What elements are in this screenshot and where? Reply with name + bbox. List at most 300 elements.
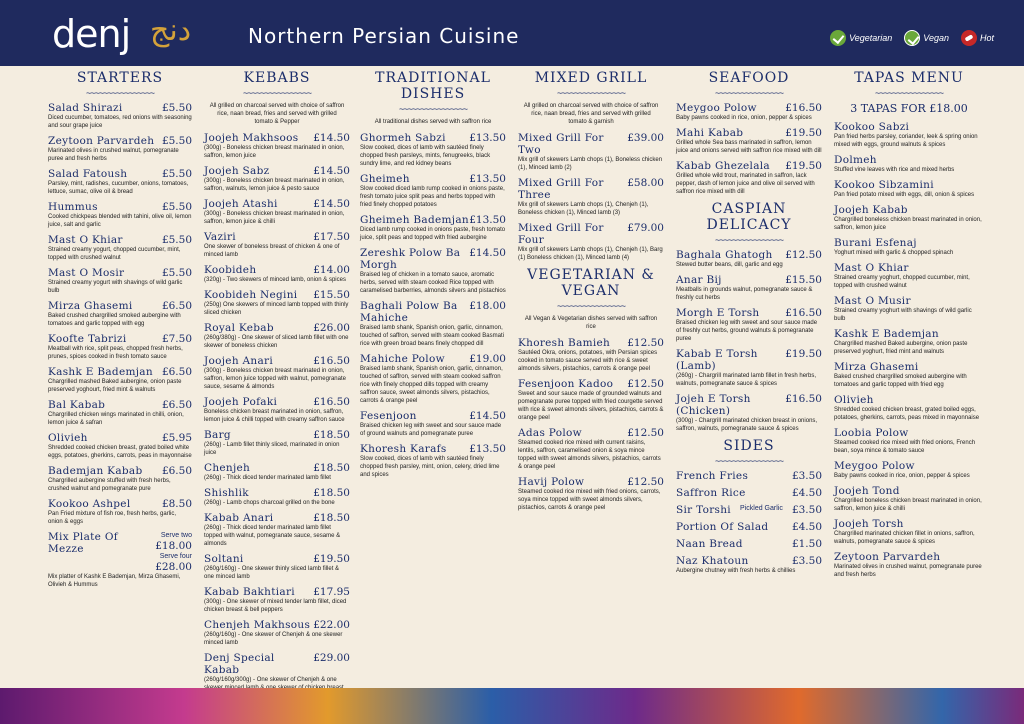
menu-item — [676, 521, 822, 533]
price-group — [313, 198, 350, 210]
item-header — [360, 443, 506, 455]
item-header — [676, 348, 822, 372]
menu-item — [676, 274, 822, 302]
item-name: Joojeh Pofaki — [204, 396, 278, 408]
item-header — [676, 274, 822, 286]
flourish-divider: ~~~~~~~~~~~~~~~~ — [398, 104, 468, 114]
price-group — [313, 619, 350, 631]
menu-item — [48, 432, 192, 460]
item-description: (260g) - Lamb chops charcoal grilled on the bone — [204, 500, 335, 506]
item-name: Baghali Polow Ba Mahiche — [360, 300, 458, 324]
item-name: Mirza Ghasemi — [834, 361, 919, 373]
price-group — [785, 307, 822, 319]
item-name: Mahi Kabab — [676, 127, 744, 139]
price-group — [162, 201, 192, 213]
menu-item — [518, 177, 664, 217]
item-description: (260g/160g/300g) - One skewer of Chenjeh & one — [204, 677, 337, 683]
flourish-divider: ~~~~~~~~~~~~~~~~ — [85, 88, 155, 98]
price-group — [313, 396, 350, 408]
menu-item — [48, 333, 192, 361]
item-price: £6.50 — [161, 399, 192, 411]
menu-item — [360, 214, 506, 242]
item-description: Mix platter of Kashk E Bademjan, Mirza Ghasemi, Olivieh & Hummus — [48, 574, 181, 588]
item-price: £12.50 — [627, 427, 664, 439]
item-description: Braised lamb shank, Spanish onion, garlic, cinnamon, touched of saffron, served with steam cooked saffron rice with finely chopped dills topped with creamy saffron sauce, sweet almonds silvers, pistachios, carrots & orange peel — [360, 366, 503, 404]
item-name: Bal Kabab — [48, 399, 106, 411]
item-description: Shredded cooked chicken breast, grated boiled white eggs, potatoes, gherkins, carrots, peas in mayonnaise — [48, 445, 192, 459]
traditional-column — [360, 70, 506, 682]
item-price: £4.50 — [791, 521, 822, 533]
price-group — [313, 289, 350, 301]
item-header — [676, 102, 822, 114]
item-description: Braised chicken leg with sweet and sour sauce made of ground walnuts and pomegranate puree — [360, 423, 502, 437]
item-price: £19.50 — [785, 160, 822, 172]
item-name: Salad Fatoush — [48, 168, 128, 180]
item-description: Mix grill of skewers Lamb chops (1), Chenjeh (1), Barg (1) Boneless chicken (1), Minced lamb (4) — [518, 247, 663, 261]
item-name: Joojeh Sabz — [204, 165, 270, 177]
section-note: All traditional dishes served with saffron rice — [374, 119, 492, 125]
menu-item — [204, 165, 350, 193]
menu-item — [676, 487, 822, 499]
item-description: Slow cooked, dices of lamb with sautéed finely chopped fresh parsleys, mints, fenugreeks, black sundry lime, and red kidney beans — [360, 145, 491, 167]
item-price: £13.50 — [469, 173, 506, 185]
price-group — [785, 102, 822, 114]
tagline: Northern Persian Cuisine — [248, 24, 520, 48]
item-name: Vaziri — [204, 231, 236, 243]
menu-item — [676, 555, 822, 575]
item-name: Meygoo Polow — [834, 460, 915, 472]
item-price: £6.50 — [161, 300, 192, 312]
menu-item — [518, 476, 664, 512]
hot-icon — [961, 30, 977, 46]
item-header — [48, 498, 192, 510]
item-price: £5.50 — [161, 135, 192, 147]
item-name: Fesenjoon Kadoo — [518, 378, 614, 390]
item-description: Aubergine chutney with fresh herbs & chillies — [676, 568, 796, 574]
serve-two-label — [135, 531, 192, 552]
item-price: £3.50 — [791, 555, 822, 567]
item-header — [204, 264, 350, 276]
item-name: Dolmeh — [834, 154, 877, 166]
item-header — [518, 177, 664, 201]
item-description: Pan fried herbs parsley, coriander, leek & spring onion mixed with eggs, ground walnuts & spices — [834, 134, 978, 148]
item-header — [204, 322, 350, 334]
section-title: TAPAS MENU — [854, 70, 964, 86]
item-name: Mixed Grill For Two — [518, 132, 604, 156]
price-group — [313, 231, 350, 243]
price-group — [313, 132, 350, 144]
item-description: (260g) - Thick diced tender marinated lamb fillet topped with walnut, pomegranate sauce, sesame & almonds — [204, 525, 341, 547]
item-price: £13.50 — [469, 214, 506, 226]
kebabs-column — [204, 70, 350, 682]
price-group — [162, 498, 192, 510]
menu-item — [676, 393, 822, 433]
price-group — [313, 652, 350, 664]
item-header — [834, 361, 984, 373]
item-header — [834, 328, 984, 340]
menu-item — [518, 378, 664, 422]
item-name: Burani Esfenaj — [834, 237, 917, 249]
item-name: Denj Special Kabab — [204, 652, 275, 676]
item-name: Naan Bread — [676, 538, 743, 550]
menu-item — [48, 135, 192, 163]
price-group — [792, 538, 822, 550]
price-group — [469, 410, 506, 422]
price-group — [313, 429, 350, 441]
item-header — [360, 410, 506, 422]
item-name: Chenjeh Makhsous — [204, 619, 311, 631]
item-name: Joojeh Torsh — [834, 518, 904, 530]
item-name: Mahiche Polow — [360, 353, 445, 365]
menu-item — [48, 234, 192, 262]
item-description: Chargrilled chicken wings marinated in chilli, onion, lemon juice & safran — [48, 412, 184, 426]
item-description: Chargrilled aubergine stuffed with fresh herbs, crushed walnut and pomegranate pure — [48, 478, 171, 492]
serve-four-label — [135, 552, 192, 573]
item-price: £12.50 — [627, 337, 664, 349]
menu-item — [360, 173, 506, 209]
price-group — [792, 487, 822, 499]
price-group — [469, 443, 506, 455]
item-name: Zeytoon Parvardeh — [48, 135, 155, 147]
menu-item — [204, 396, 350, 424]
price-group — [162, 399, 192, 411]
price-group — [785, 274, 822, 286]
tapas-subtitle: 3 TAPAS FOR £18.00 — [850, 102, 968, 115]
menu-item — [204, 462, 350, 482]
item-description: Stuffed vine leaves with rice and mixed herbs — [834, 167, 955, 173]
menu-item — [834, 262, 984, 290]
item-price: £18.50 — [313, 429, 350, 441]
item-price: £15.50 — [785, 274, 822, 286]
section-note: All grilled on charcoal served with choice of saffron rice, naan bread, fries and served with grilled tomato & garnish — [523, 103, 659, 125]
item-description: (320g) - Two skewers of minced lamb, onion & spices — [204, 277, 346, 283]
item-price: £19.50 — [785, 348, 822, 360]
item-description: (300g) - Chargrill marinated chicken breast in onions, saffron, walnuts, pomegranate sauce & spices — [676, 418, 818, 432]
item-price: £14.50 — [469, 410, 506, 422]
menu-item — [518, 132, 664, 172]
item-name: Naz Khatoun — [676, 555, 749, 567]
price-group — [792, 470, 822, 482]
item-price: £79.00 — [627, 222, 664, 234]
item-description: (260g) - Chargrill marinated lamb fillet in fresh herbs, walnuts, pomegranate sauce & spices — [676, 373, 817, 387]
price-group — [785, 393, 822, 405]
item-description: Steamed cooked rice mixed with fried onions, French bean, soya mince & tomato sauce — [834, 440, 976, 454]
section-title: VEGETARIAN & VEGAN — [527, 267, 655, 299]
menu-item — [360, 410, 506, 438]
item-price: £14.50 — [313, 165, 350, 177]
item-name: Mirza Ghasemi — [48, 300, 133, 312]
menu-item — [676, 102, 822, 122]
price-group — [792, 555, 822, 567]
vegetarian-icon — [830, 30, 846, 46]
item-description: (260g) - Thick diced tender marinated lamb fillet — [204, 475, 331, 481]
menu-item — [360, 443, 506, 479]
item-header — [48, 399, 192, 411]
item-description: Marinated olives in crushed walnut, pomegranate puree and fresh herbs — [834, 564, 982, 578]
item-header — [834, 262, 984, 274]
price-group — [627, 427, 664, 439]
price-group — [785, 249, 822, 261]
item-description: Meatballs in grounds walnut, pomegranate sauce & freshly cut herbs — [676, 287, 813, 301]
item-header — [518, 476, 664, 488]
item-description: Braised lamb shank, Spanish onion, garlic, cinnamon, touched of saffron, served with steam cooked Basmati rice with green broad beans finely chopped dill — [360, 325, 504, 347]
item-description: Baby pawns cooked in rice, onion, pepper & spices — [834, 473, 970, 479]
item-name: Kashk E Bademjan — [48, 366, 153, 378]
item-price: £16.50 — [313, 355, 350, 367]
item-header — [834, 427, 984, 439]
price-group — [313, 355, 350, 367]
item-description: Strained creamy yogurt with shavings of wild garlic bulb — [48, 280, 183, 294]
item-description: Chargrilled boneless chicken breast marinated in onion, saffron, lemon juice & chilli — [834, 498, 982, 512]
item-name: Gheimeh Bademjan — [360, 214, 469, 226]
item-header — [48, 201, 192, 213]
item-price: £26.00 — [313, 322, 350, 334]
item-name: Mast O Khiar — [48, 234, 123, 246]
price-group — [162, 168, 192, 180]
item-price: £15.50 — [313, 289, 350, 301]
item-header — [834, 121, 984, 133]
price-group — [469, 214, 506, 226]
legend-hot: Hot — [961, 30, 994, 46]
item-price: £14.50 — [469, 247, 506, 259]
item-name: Salad Shirazi — [48, 102, 123, 114]
item-name: Baghala Ghatogh — [676, 249, 773, 261]
item-name: Chenjeh — [204, 462, 251, 474]
item-header — [834, 154, 984, 166]
item-description: Steamed cooked rice mixed with current raisins, lentils, saffron, caramelised onion & soya mince topped with sweet almonds silvers, pistachios, carrots & orange peel — [518, 440, 661, 470]
item-header — [676, 127, 822, 139]
price-group — [162, 465, 192, 477]
price-group — [313, 487, 350, 499]
item-name: French Fries — [676, 470, 749, 482]
item-header — [204, 652, 350, 676]
menu-item — [48, 531, 192, 589]
item-header — [48, 300, 192, 312]
item-header — [48, 234, 192, 246]
item-header — [676, 538, 822, 550]
menu-item — [834, 237, 984, 257]
price-group — [627, 132, 664, 144]
mixed-grill-column — [518, 70, 664, 682]
item-description: Grilled whole wild trout, marinated in saffron, lack pepper, dash of lemon juice and olive oil served with saffron rice mixed with dill — [676, 173, 815, 195]
menu-item — [676, 470, 822, 482]
price-group — [627, 476, 664, 488]
item-header — [204, 132, 350, 144]
item-header — [204, 396, 350, 408]
item-header — [48, 267, 192, 279]
item-name: Koobideh Negini — [204, 289, 298, 301]
item-header — [676, 504, 822, 516]
item-price: £18.00 — [469, 300, 506, 312]
item-description: (300g) - One skewer of mixed tender lamb fillet, diced chicken breast & bell peppers — [204, 599, 347, 613]
starters-column — [48, 70, 192, 682]
item-name: Mast O Musir — [834, 295, 911, 307]
item-name: Mast O Khiar — [834, 262, 909, 274]
item-price: £5.50 — [161, 201, 192, 213]
menu-item — [676, 249, 822, 269]
legend-vegetarian: Vegetarian — [830, 30, 892, 46]
item-name: Portion Of Salad — [676, 521, 769, 533]
item-name: Kookoo Sabzi — [834, 121, 910, 133]
item-price: £17.50 — [313, 231, 350, 243]
item-description: Grilled whole Sea bass marinated in saffron, lemon juice and onions served with saffron rice mixed with dill — [676, 140, 822, 154]
menu-item — [834, 121, 984, 149]
serve-label: Serve two — [160, 532, 192, 539]
menu-item — [48, 102, 192, 130]
item-price: £5.50 — [161, 234, 192, 246]
menu-item — [360, 247, 506, 295]
item-extra: Pickled Garlic — [740, 505, 783, 512]
menu-item — [518, 427, 664, 471]
menu-item — [48, 168, 192, 196]
item-header — [676, 555, 822, 567]
item-price: £5.50 — [161, 168, 192, 180]
item-name: Mixed Grill For Four — [518, 222, 604, 246]
item-price-2: £28.00 — [155, 561, 192, 573]
item-name: Mixed Grill For Three — [518, 177, 604, 201]
item-name: Shishlik — [204, 487, 249, 499]
price-group — [313, 586, 350, 598]
item-description: Shredded cooked chicken breast, grated boiled eggs, potatoes, gherkins, carrots, peas mixed in mayonnaise — [834, 407, 980, 421]
menu-item — [834, 427, 984, 455]
item-header — [48, 432, 192, 444]
section-title: MIXED GRILL — [534, 70, 648, 86]
item-price: £14.00 — [313, 264, 350, 276]
item-name: Fesenjoon — [360, 410, 417, 422]
item-price: £12.50 — [627, 476, 664, 488]
item-description: Sautéed Okra, onions, potatoes, with Persian spices cooked in tomato sauce served with rice & sweet almonds silvers, pistachios, carrots & orange peel — [518, 350, 658, 372]
menu-item — [518, 337, 664, 373]
item-price: £58.00 — [627, 177, 664, 189]
menu-item — [48, 300, 192, 328]
item-header — [360, 353, 506, 365]
section-note: All Vegan & Vegetarian dishes served with saffron rice — [524, 316, 658, 330]
item-header — [204, 231, 350, 243]
item-header — [48, 531, 192, 573]
menu-item — [834, 518, 984, 546]
menu-item — [834, 179, 984, 199]
item-name: Loobia Polow — [834, 427, 909, 439]
price-group — [785, 160, 822, 172]
flourish-divider: ~~~~~~~~~~~~~~~~ — [242, 88, 312, 98]
item-name: Koobideh — [204, 264, 257, 276]
item-name: Adas Polow — [518, 427, 582, 439]
item-description: Baked crushed chargrilled smoked aubergine with tomatoes and garlic topped with fried egg — [834, 374, 967, 388]
menu-item — [676, 538, 822, 550]
price-group — [313, 462, 350, 474]
item-description: Boneless chicken breast marinated in onion, saffron, lemon juice & chilli topped with creamy saffron sauce — [204, 409, 345, 423]
item-name: Joojeh Atashi — [204, 198, 278, 210]
menu-item — [48, 267, 192, 295]
item-description: Braised leg of chicken in a tomato sauce, aromatic herbs, served with steam cooked Rice topped with caramelised barberries, almonds silvers and pistachios — [360, 272, 506, 294]
menu-item — [204, 132, 350, 160]
price-group — [785, 348, 822, 360]
item-header — [204, 487, 350, 499]
item-name: Bademjan Kabab — [48, 465, 143, 477]
item-description: Meatball with rice, split peas, chopped fresh herbs, prunes, spices cooked in fresh tomato sauce — [48, 346, 183, 360]
menu-item — [834, 485, 984, 513]
flourish-divider: ~~~~~~~~~~~~~~~~ — [556, 88, 626, 98]
menu-item — [360, 132, 506, 168]
item-description: Parsley, mint, radishes, cucumber, onions, tomatoes, lettuce, sumac, olive oil & bread — [48, 181, 189, 195]
item-description: Mix grill of skewers Lamb chops (1), Chenjeh (1), Boneless chicken (1), Minced lamb (3) — [518, 202, 649, 216]
price-group — [162, 102, 192, 114]
section-title: CASPIAN DELICACY — [706, 201, 792, 233]
item-header — [676, 487, 822, 499]
denj-logo-arabic: دنج — [150, 13, 192, 48]
item-description: Pan Fried mixture of fish roe, fresh herbs, garlic, onion & eggs — [48, 511, 177, 525]
menu-item — [204, 429, 350, 457]
item-price: £19.50 — [785, 127, 822, 139]
item-price: £3.50 — [791, 470, 822, 482]
item-name: Jojeh E Torsh (Chicken) — [676, 393, 751, 417]
item-description: (300g) - Boneless chicken breast marinated in onion, saffron, lemon juice & chilli — [204, 211, 345, 225]
item-price: £18.50 — [313, 462, 350, 474]
item-header — [676, 521, 822, 533]
item-price: £6.50 — [161, 366, 192, 378]
item-price: £29.00 — [313, 652, 350, 664]
menu-item — [204, 198, 350, 226]
item-header — [204, 355, 350, 367]
item-name: Zeytoon Parvardeh — [834, 551, 941, 563]
item-header — [834, 179, 984, 191]
item-price: £12.50 — [785, 249, 822, 261]
menu-item — [204, 553, 350, 581]
price-group — [162, 135, 192, 147]
price-group — [135, 531, 192, 573]
item-price: £7.50 — [161, 333, 192, 345]
seafood-column — [676, 70, 822, 682]
item-description: Yoghurt mixed with garlic & chopped spinach — [834, 250, 954, 256]
item-name: Joojeh Anari — [204, 355, 274, 367]
price-group — [162, 333, 192, 345]
item-price: £14.50 — [313, 132, 350, 144]
item-description: Chargrilled mashed Baked aubergine, onion paste preserved yoghourt, fried mint & walnuts — [48, 379, 182, 393]
item-header — [360, 247, 506, 271]
item-name: Khoresh Karafs — [360, 443, 447, 455]
item-name: Kabab Bakhtiari — [204, 586, 295, 598]
item-description: Slow cooked, dices of lamb with sautéed finely chopped fresh parsley, mint, onion, celery, dried lime and spices — [360, 456, 500, 478]
section-note: All grilled on charcoal served with choice of saffron rice, naan bread, fries and served with grilled tomato & Pepper — [209, 103, 345, 125]
menu-item — [48, 201, 192, 229]
item-name: Kabab Ghezelala — [676, 160, 770, 172]
menu-item — [204, 619, 350, 647]
menu-item — [834, 551, 984, 579]
menu-item — [676, 160, 822, 196]
item-name: Morgh E Torsh — [676, 307, 760, 319]
menu-item — [834, 154, 984, 174]
item-price: £16.50 — [313, 396, 350, 408]
item-header — [518, 222, 664, 246]
item-name: Soltani — [204, 553, 244, 565]
item-name: Hummus — [48, 201, 98, 213]
item-name: Mix Plate Of Mezze — [48, 531, 118, 555]
price-group — [162, 300, 192, 312]
item-header — [204, 512, 350, 524]
item-name: Sir Torshi — [676, 504, 731, 516]
item-description: (300g) - Boneless chicken breast marinated in onion, saffron, walnuts, lemon juice & pesto sauce — [204, 178, 345, 192]
price-group — [313, 512, 350, 524]
item-name: Kabab Anari — [204, 512, 274, 524]
item-name: Saffron Rice — [676, 487, 746, 499]
menu-item — [676, 504, 822, 516]
item-header — [834, 295, 984, 307]
menu-item — [48, 498, 192, 526]
menu-item — [676, 307, 822, 343]
item-description: Cooked chickpeas blended with tahini, olive oil, lemon juice, salt and garlic — [48, 214, 192, 228]
item-name: Ghormeh Sabzi — [360, 132, 446, 144]
item-price: £18.00 — [155, 540, 192, 552]
